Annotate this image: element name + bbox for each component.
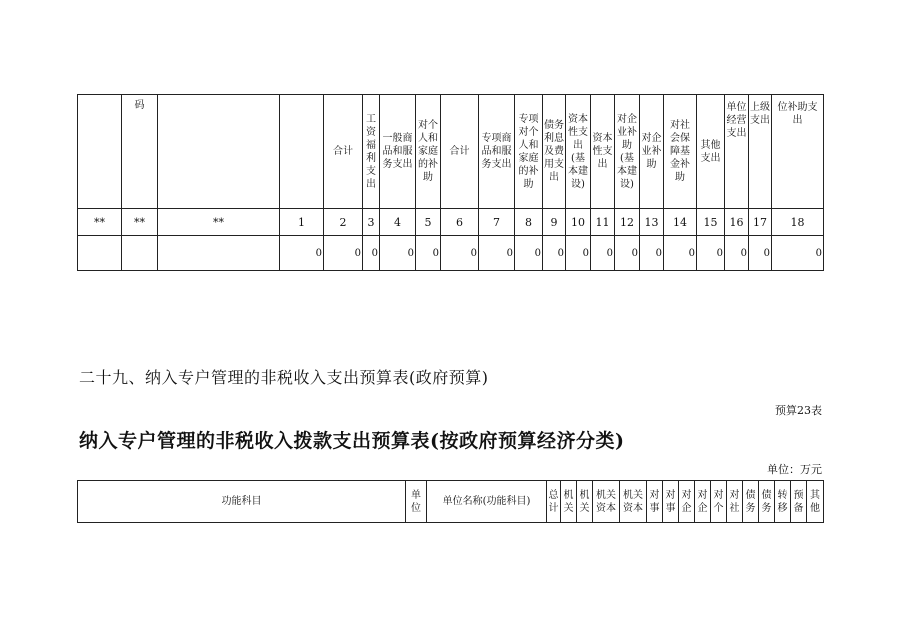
header-cell-total-2 [441, 95, 479, 209]
column-number-cell: ** [158, 209, 280, 236]
value-cell: 0 [416, 236, 441, 271]
header-label: 其他 [810, 489, 820, 514]
value-cell: 0 [543, 236, 566, 271]
value-cell: 0 [280, 236, 324, 271]
column-number-cell: ** [78, 209, 122, 236]
value-row [78, 236, 824, 271]
header-label: 对个人和家庭的补助 [418, 120, 438, 183]
header-label: 专项对个人和家庭的补助 [518, 113, 539, 190]
header-label: 资本性支出(基本建设) [568, 113, 588, 190]
header-row [78, 95, 824, 209]
header-cell [593, 481, 620, 523]
header-cell [663, 481, 679, 523]
column-number-cell: 15 [697, 209, 725, 236]
header-cell [406, 481, 427, 523]
header-cell-special-personal [515, 95, 543, 209]
value-cell: 0 [380, 236, 416, 271]
header-label: 资本性支出 [592, 133, 613, 170]
header-label: 单位 [411, 489, 421, 514]
header-label: 债务 [761, 489, 772, 514]
value-cell: 0 [772, 236, 824, 271]
header-cell-code: 码 [122, 95, 158, 209]
header-label: 单位经营支出 [726, 102, 747, 139]
header-cell-enterprise-construction [615, 95, 640, 209]
budget-detail-table [77, 94, 824, 271]
header-cell-other [697, 95, 725, 209]
header-cell [647, 481, 663, 523]
value-cell: 0 [566, 236, 591, 271]
value-cell: 0 [725, 236, 749, 271]
value-cell [158, 236, 280, 271]
header-cell [427, 481, 547, 523]
header-label: 合计 [333, 146, 353, 157]
header-cell-1 [78, 95, 122, 209]
header-cell-capital [591, 95, 615, 209]
header-cell-goods-services [380, 95, 416, 209]
header-cell-capital-construction [566, 95, 591, 209]
table-title: 纳入专户管理的非税收入拨款支出预算表(按政府预算经济分类) [79, 430, 625, 452]
column-number-cell: 16 [725, 209, 749, 236]
column-number-cell: ** [122, 209, 158, 236]
header-cell-social-security [664, 95, 697, 209]
value-cell: 0 [749, 236, 772, 271]
header-cell-enterprise-subsidy [640, 95, 664, 209]
header-cell-3 [158, 95, 280, 209]
header-label: 机关 [563, 489, 574, 514]
header-cell-unit-subsidy [772, 95, 824, 209]
header-row [78, 481, 824, 523]
header-cell-total-1 [324, 95, 363, 209]
column-number-row [78, 209, 824, 236]
header-label: 合计 [449, 146, 470, 157]
column-number-cell: 3 [363, 209, 380, 236]
header-label: 功能科目 [221, 496, 262, 507]
header-label: 对企 [681, 489, 692, 514]
header-label: 机关资本 [623, 489, 643, 514]
header-label: 总计 [548, 489, 559, 514]
header-cell [711, 481, 727, 523]
header-label: 对企 [697, 489, 708, 514]
header-cell [791, 481, 807, 523]
value-cell: 0 [697, 236, 725, 271]
column-number-cell: 1 [280, 209, 324, 236]
header-label: 债务利息及费用支出 [544, 120, 564, 183]
header-cell-4 [280, 95, 324, 209]
header-label: 机关资本 [596, 489, 616, 514]
value-cell: 0 [441, 236, 479, 271]
column-number-cell: 6 [441, 209, 479, 236]
value-cell: 0 [615, 236, 640, 271]
value-cell: 0 [324, 236, 363, 271]
header-cell [679, 481, 695, 523]
value-cell: 0 [664, 236, 697, 271]
header-cell-personal-subsidy [416, 95, 441, 209]
economic-classification-table [77, 480, 824, 523]
header-label: 对个 [713, 489, 724, 514]
header-cell [759, 481, 775, 523]
column-number-cell: 18 [772, 209, 824, 236]
column-number-cell: 11 [591, 209, 615, 236]
column-number-cell: 13 [640, 209, 664, 236]
header-cell [620, 481, 647, 523]
column-number-cell: 17 [749, 209, 772, 236]
header-label: 一般商品和服务支出 [382, 133, 413, 170]
header-cell [561, 481, 577, 523]
column-number-cell: 4 [380, 209, 416, 236]
header-cell-superior [749, 95, 772, 209]
header-cell [577, 481, 593, 523]
header-cell [727, 481, 743, 523]
header-cell [775, 481, 791, 523]
header-cell [743, 481, 759, 523]
header-label: 转移 [777, 489, 788, 514]
value-cell: 0 [640, 236, 664, 271]
header-label: 专项商品和服务支出 [481, 133, 512, 170]
header-label: 对企业补助 [641, 133, 662, 170]
value-cell [78, 236, 122, 271]
header-label: 单位名称(功能科目) [442, 496, 531, 507]
header-cell-special-goods [479, 95, 515, 209]
column-number-cell: 9 [543, 209, 566, 236]
value-cell: 0 [591, 236, 615, 271]
unit-label: 单位：万元 [767, 463, 822, 476]
section-heading: 二十九、纳入专户管理的非税收入支出预算表(政府预算) [79, 368, 489, 387]
header-label: 债务 [745, 489, 756, 514]
column-number-cell: 5 [416, 209, 441, 236]
column-number-cell: 2 [324, 209, 363, 236]
value-cell: 0 [515, 236, 543, 271]
column-number-cell: 10 [566, 209, 591, 236]
value-cell: 0 [363, 236, 380, 271]
header-label: 其他支出 [700, 139, 721, 164]
header-label: 机关 [579, 489, 590, 514]
header-label: 对事 [665, 489, 676, 514]
column-number-cell: 14 [664, 209, 697, 236]
header-cell [78, 481, 406, 523]
form-code: 预算23表 [775, 404, 822, 417]
header-label: 对社 [729, 489, 740, 514]
column-number-cell: 7 [479, 209, 515, 236]
header-label: 对企业补助(基本建设) [617, 113, 637, 190]
column-number-cell: 8 [515, 209, 543, 236]
header-label: 工资福利支出 [366, 113, 376, 190]
value-cell [122, 236, 158, 271]
header-label: 对事 [649, 489, 660, 514]
value-cell: 0 [479, 236, 515, 271]
header-label: 位补助支出 [777, 102, 818, 126]
column-number-cell: 12 [615, 209, 640, 236]
header-cell [695, 481, 711, 523]
header-cell-debt-interest [543, 95, 566, 209]
header-cell-wages [363, 95, 380, 209]
header-label: 预备 [793, 489, 804, 514]
header-cell [807, 481, 824, 523]
header-cell-unit-operations [725, 95, 749, 209]
header-label: 上级支出 [750, 102, 770, 126]
header-cell [547, 481, 561, 523]
header-label: 对社会保障基金补助 [670, 120, 690, 183]
